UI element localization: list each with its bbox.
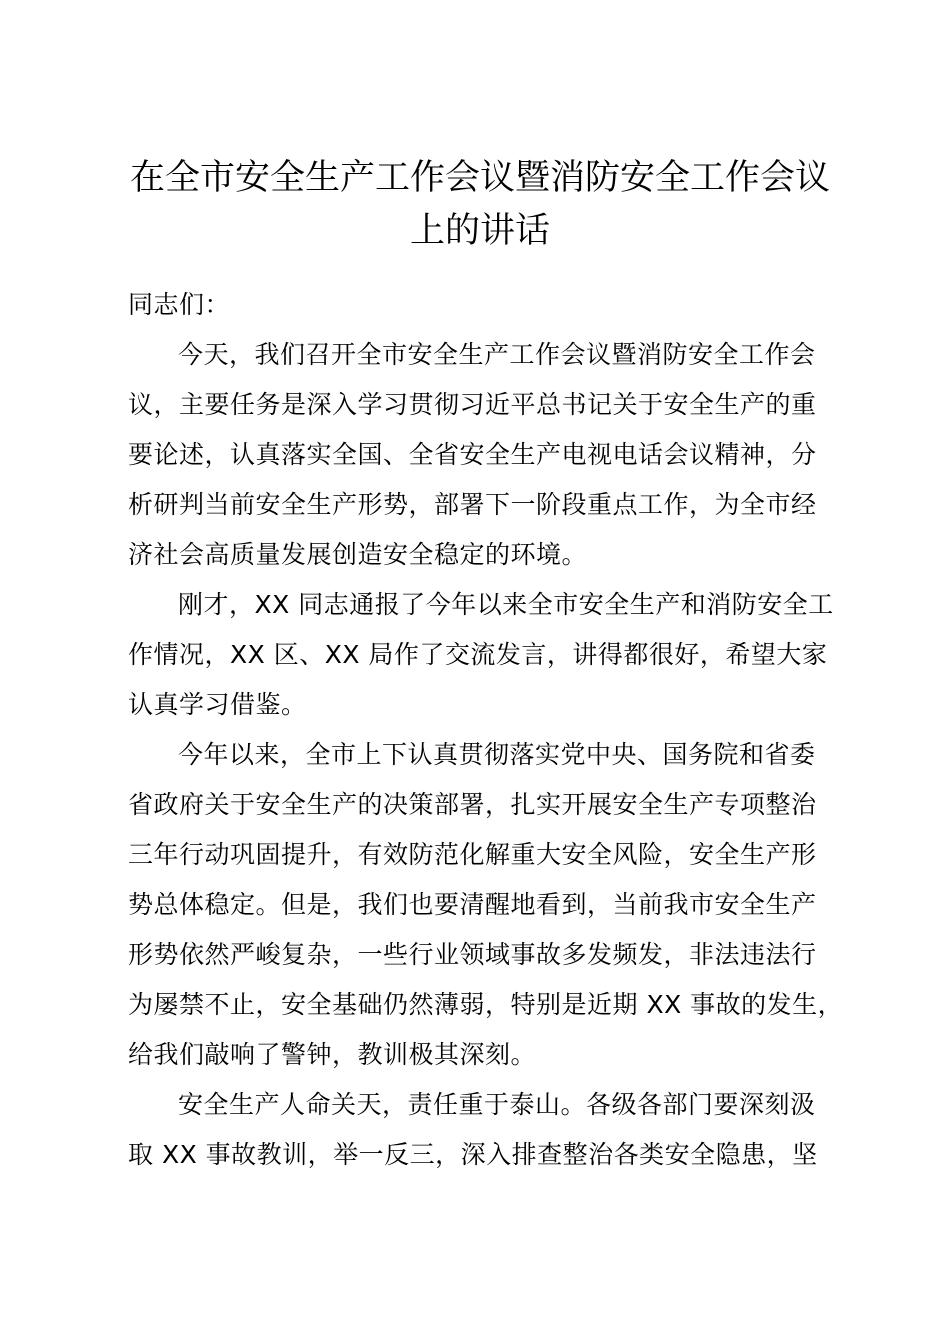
paragraph-line: 给我们敲响了警钟，教训极其深刻。 <box>128 1040 537 1069</box>
title-line-2: 上的讲话 <box>409 211 550 251</box>
speech-title <box>80 152 880 258</box>
salutation: 同志们： <box>128 290 231 319</box>
paragraph-4 <box>128 1080 868 1180</box>
paragraph-line: 形势依然严峻复杂，一些行业领域事故多发频发，非法违法行 <box>128 940 817 969</box>
paragraph-line: 认真学习借鉴。 <box>128 690 307 719</box>
paragraph-3 <box>128 730 868 1080</box>
paragraph-line: 势总体稳定。但是，我们也要清醒地看到，当前我市安全生产 <box>128 890 817 919</box>
paragraph-line: 取 XX 事故教训，举一反三，深入排查整治各类安全隐患，坚 <box>128 1140 818 1169</box>
paragraph-line: 今天，我们召开全市安全生产工作会议暨消防安全工作会 <box>178 340 816 369</box>
paragraph-line: 省政府关于安全生产的决策部署，扎实开展安全生产专项整治 <box>128 790 817 819</box>
paragraph-line: 刚才，XX 同志通报了今年以来全市安全生产和消防安全工 <box>178 590 834 619</box>
paragraph-line: 要论述，认真落实全国、全省安全生产电视电话会议精神，分 <box>128 440 817 469</box>
paragraph-line: 安全生产人命关天，责任重于泰山。各级各部门要深刻汲 <box>178 1090 816 1119</box>
paragraph-1 <box>128 330 868 580</box>
paragraph-line: 济社会高质量发展创造安全稳定的环境。 <box>128 540 588 569</box>
paragraph-line: 议，主要任务是深入学习贯彻习近平总书记关于安全生产的重 <box>128 390 817 419</box>
speech-body <box>128 280 868 1180</box>
paragraph-2 <box>128 580 868 730</box>
title-line-1: 在全市安全生产工作会议暨消防安全工作会议 <box>129 158 830 198</box>
paragraph-line: 析研判当前安全生产形势，部署下一阶段重点工作，为全市经 <box>128 490 817 519</box>
paragraph-line: 今年以来，全市上下认真贯彻落实党中央、国务院和省委 <box>178 740 816 769</box>
paragraph-line: 作情况，XX 区、XX 局作了交流发言，讲得都很好，希望大家 <box>128 640 828 669</box>
paragraph-line: 三年行动巩固提升，有效防范化解重大安全风险，安全生产形 <box>128 840 817 869</box>
paragraph-line: 为屡禁不止，安全基础仍然薄弱，特别是近期 XX 事故的发生， <box>128 990 844 1019</box>
